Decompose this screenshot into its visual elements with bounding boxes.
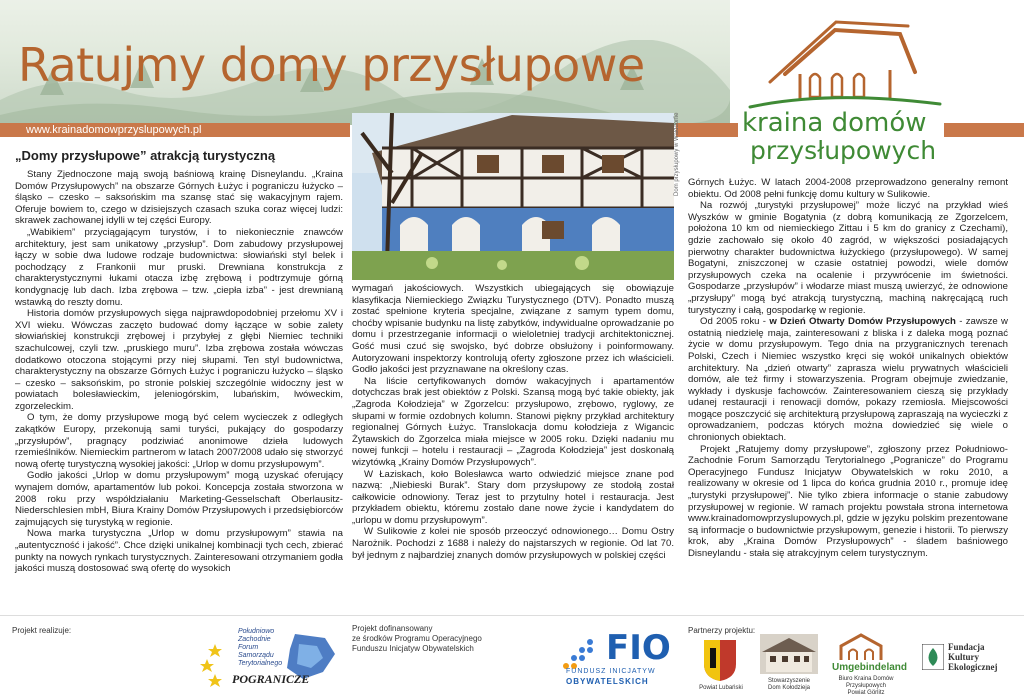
article-subheading: „Domy przysłupowe” atrakcją turystyczną	[15, 148, 276, 163]
fundacja-leaf-icon	[922, 644, 944, 670]
pogranicze-line: Forum	[238, 644, 259, 651]
paragraph: Górnych Łużyc. W latach 2004-2008 przeprowadzono generalny remont obiektu. Od 2008 pełni funkcję domu kultury w Sulikowie.	[688, 177, 1008, 200]
partner-caption: Powiat Lubański	[699, 685, 743, 691]
pogranicze-name: POGRANICZE	[232, 672, 310, 686]
paragraph: Historia domów przysłupowych sięga najprawdopodobniej przełomu XV i XVI wieku. Wówczas zaczęto budować domy łączące w sobie zalety słowiańskiej konstrukcji zrębowej i przybyłej z głębi Niemiec techniki szachulcowej, czyli tzw. „pruskiego muru”. Izba zrębowa została wówczas dodatkowo otoczona stojącymi przy niej słupami. Ten styl budownictwa, charakterystyczny na obszarze Górnych Łużyc i pograniczu łużycko – śląsko – czesko – saksońskim, po stronie polskiej szczególnie widoczny jest w powiatach bolesławieckim, jeleniogórskim, lubańskim, lwóweckim, zgorzeleckim.	[15, 308, 343, 412]
bold-phrase: w Dzień Otwarty Domów Przysłupowych	[769, 316, 956, 328]
logo-text: przysłupowych	[750, 136, 937, 165]
umgebindeland-logo-text: Umgebindeland	[832, 662, 908, 673]
funding-line: Funduszu Inicjatyw Obywatelskich	[352, 644, 474, 653]
paragraph: W Sulikowie z kolei nie sposób przeoczyć odnowionego… Domu Ostry Narożnik. Pochodzi z 1688 i należy do najstarszych w regionie. Od lat 70. był jednym z najbardziej znanych domów przysłupowych w polskiej części	[352, 526, 674, 561]
funding-line: ze środków Programu Operacyjnego	[352, 634, 482, 643]
fio-small: OBYWATELSKICH	[566, 677, 649, 686]
url-bar-segment	[676, 123, 738, 137]
pogranicze-line: Południowo	[238, 628, 275, 635]
pogranicze-line: Samorządu	[238, 652, 274, 659]
paragraph: W Łaziskach, koło Bolesławca warto odwiedzić miejsce znane pod nazwą: „Niebieski Burak”. Stary dom przysłupowy ze stodołą został całkowicie odnowiony. Teraz jest to przytulny hotel i restauracja. Jest przykładem obiektu, któremu zostało dane nowe życie i kandydatem do „urlopu w domu przysłupowym”.	[352, 468, 674, 526]
paragraph: „Wabikiem” przyciągającym turystów, i to niekoniecznie znawców architektury, jest sam unikatowy „przysłup”. Dom zabudowy przysłupowej łączy w sobie dwa ludowe rodzaje budownictwa: słowiański styl belek i pochodzący z Frankonii mur pruski. Drewniana konstrukcja z charakterystycznymi łukami otacza izbę zrębową i podtrzymuje górną kondygnację lub dach. Izba zrębowa – tzw. „ciepła izba” - jest drewnianą wstawką do reszty domu.	[15, 226, 343, 308]
dom-kolodzieja-photo	[760, 634, 818, 674]
funding-line: Projekt dofinansowany	[352, 624, 433, 633]
partner-caption: Biuro Kraina Domów Przysłupowych	[838, 676, 894, 689]
paragraph: Stany Zjednoczone mają swoją baśniową krainę Disneylandu. „Kraina Domów Przysłupowych” na obszarze Górnych Łużyc i pograniczu łużycko – śląsko – czesko – saksońskim ma szansę stać się wakacyjnym rajem. Oferuje bowiem to, czego w dzisiejszych czasach szuka coraz więcej ludzi: skrawek zachowanej idylli w tej części Europy.	[15, 169, 343, 227]
fundacja-line: Ekologicznej	[948, 662, 998, 672]
paragraph: Od 2005 roku - w Dzień Otwarty Domów Przysłupowych - zawsze w ostatnią niedzielę maja, zainteresowani z bliska i z daleka mogą poznać życie w domu przysłupowym. Tego dnia na przygranicznych terenach Polski, Czech i Niemiec wszystko kręci się wokół unikalnych obiektów architektury. Na „dzień otwarty” zaprasza wielu prywatnych właścicieli domów, ale też firmy i stowarzyszenia. Program obejmuje zwiedzanie, wykłady i dyskusje fachowców. Zainteresowaniem cieszą się przykłady udanej restauracji i renowacji domów, pokazy rzemiosła. Miejscowości mogące poszczycić się architekturą przysłupową zapraszają na wycieczki z oprowadzaniem, podczas których można dowiedzieć się wiele o chronionych obiektach.	[688, 316, 1008, 444]
paragraph: Na liście certyfikowanych domów wakacyjnych i apartamentów dotychczas brak jest obiektów z Polski. Szansą mogą być takie obiekty, jak „Zagroda Kołodzieja” w Zgorzelcu: przysłupowo, zrębowo, ryglowy, ze słupami w formie ozdobnych kolumn. Stanowi piękny przykład architektury regionalnej Górnych Łużyc. Translokacja domu kołodzieja z Wigancic Żytawskich do Zgorzelca miała miejsce w 2005 roku. Dzięki nadaniu mu nowej funkcji – hotelu i restauracji – „Zagroda Kołodzieja” jest doskonałą wizytówką „Krainy Domów Przysłupowych”.	[352, 375, 674, 468]
umgebindeland-house-icon	[836, 632, 886, 662]
fundacja-line: Fundacja	[948, 642, 985, 652]
fio-small: FUNDUSZ INICJATYW	[566, 668, 656, 675]
logo-text: kraina domów	[742, 108, 927, 138]
pogranicze-line: Terytorialnego	[238, 660, 283, 667]
paragraph: Godło jakości „Urlop w domu przysłupowym” mogą uzyskać oferujący wynajem domów, apartamentów lub pokoi. Koncepcja została stworzona w 2008 roku przy współdziałaniu Marketing-Gesselschaft Oberlausitz-Niederschlesien mbH, Biura Krainy Domów Przysłupowych i przedsiębiorców zajmujących się turystyką w regionie.	[15, 470, 343, 528]
paragraph: O tym, że domy przysłupowe mogą być celem wycieczek z odległych zakątków Europy, przekonują sami turyści, pukający do gospodarzy „przysłupów”, pragnący podziwiać anonimowe dzieła ludowych rzemieślników. Niemieckim partnerom w latach 2007/2008 udało się stworzyć nową ofertę turystyczną wysokiej jakości: „Urlop w domu przysłupowym”.	[15, 412, 343, 470]
fio-logo-text: FIO	[606, 628, 671, 668]
article-column-2	[352, 283, 674, 561]
footer	[0, 615, 1024, 695]
fundacja-line: Kultury	[948, 652, 980, 662]
article-column-3	[688, 177, 1008, 560]
page-title: Ratujmy domy przysłupowe	[18, 38, 645, 92]
partners-label: Partnerzy projektu:	[688, 626, 756, 635]
house-photo	[352, 113, 674, 280]
paragraph: Projekt „Ratujemy domy przysłupowe”, zgłoszony przez Południowo-Zachodnie Forum Samorządu Terytorialnego „Pogranicze” do Programu Operacyjnego Fundusz Inicjatyw Obywatelskich w roku 2010, a realizowany w okresie od 1 lipca do końca grudnia 2010 r., promuje ideę „turystyki przysłupowej”. Nie tylko zbiera informacje o stanie zabudowy przysłupowej w regionie. W ramach projektu powstała strona internetowa www.krainadomowprzyslupowych.pl, gdzie w języku polskim prezentowane są informacje o budownictwie przysłupowym, genezie i historii. To pierwszy krok, aby „Kraina Domów Przysłupowych” - śladem baśniowego Disneylandu - stała się atrakcyjnym celem turystycznym.	[688, 443, 1008, 559]
partner-caption: Powiat Görlitz	[847, 690, 885, 695]
partner-caption: Stowarzyszenie	[767, 678, 811, 684]
website-link[interactable]: www.krainadomowprzyslupowych.pl	[26, 124, 202, 136]
paragraph: Na rozwój „turystyki przysłupowej” może liczyć na przykład wieś Wyszków w gminie Bogatynia (z dobrą komunikacją ze Zgorzelcem, położona 10 km od niemieckiego Zittau i 5 km do granicy z Czechami), gdzie zachowało się około 40 zagród, w większości posiadających pierwotny charakter budownictwa łużyckiego (przysłupowego). W samej Bogatyni, zniszczonej w czasie ostatniej powodzi, wiele domów przysłupowych czeka na ocalenie i przywrócenie im świetności. Gospodarze „przysłupów” i włodarze miast muszą uwierzyć, że odnowione „przysłupy” mogą być atrakcją turystyczną, machiną nakręcającą ruch turystyczny i całą, gospodarkę w regionie.	[688, 200, 1008, 316]
url-bar-segment	[944, 123, 1024, 137]
coat-of-arms-icon	[702, 638, 738, 682]
article-column-1	[15, 148, 343, 575]
paragraph: wymagań jakościowych. Wszystkich ubiegających się obowiązuje klasyfikacja Niemieckiego Związku Turystycznego (DTV). Ponadto muszą zostać spełnione kryteria specjalne, związane z samym typem domu, choćby wpisanie budynku na listę zabytków, indywidualne oprowadzanie po domu i przestrzeganie informacji o wieloletniej tradycji architektonicznej. Gość musi czuć się swojsko, być dobrze obsłużony i poinformowany. Autoryzowani inspektorzy kontrolują oferty zgłoszone przez ich właścicieli. Godło jakości jest przyznawane na określony czas.	[352, 283, 674, 376]
pogranicze-line: Zachodnie	[238, 636, 271, 643]
realizuje-label: Projekt realizuje:	[12, 626, 72, 635]
photo-credit: Dom przysłupowy w Walddorfie	[674, 112, 680, 196]
partner-caption: Dom Kołodzieja	[767, 685, 811, 691]
paragraph: Nowa marka turystyczna „Urlop w domu przysłupowym” stawia na „autentyczność i jakość”. Chce dzięki unikalnej kombinacji tych cech, zbierać punkty na nowych rynkach turystycznych. Zainteresowani otrzymaniem godła jakości muszą dostosować swą ofertę do wysokich	[15, 528, 343, 575]
